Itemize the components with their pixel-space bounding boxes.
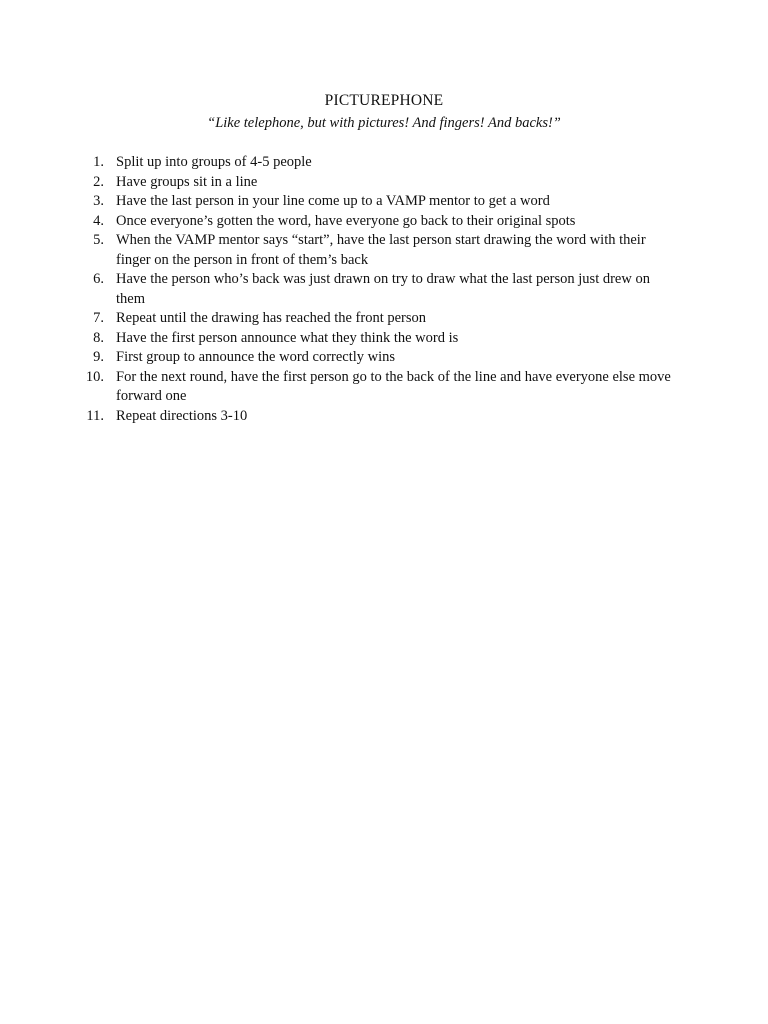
list-item-text: Repeat until the drawing has reached the front person <box>116 310 427 326</box>
list-item-number: 1. <box>93 154 104 170</box>
list-item-number: 9. <box>93 349 104 365</box>
instructions-list <box>0 153 768 426</box>
list-item-text: For the next round, have the first person go to the back of the line and have everyone else move forward one <box>116 368 671 404</box>
document-title: PICTUREPHONE <box>324 92 444 109</box>
list-item-text: Have the person who’s back was just drawn on try to draw what the last person just drew on them <box>116 271 650 307</box>
list-item-text: Have the last person in your line come up to a VAMP mentor to get a word <box>116 193 550 209</box>
list-item-text: When the VAMP mentor says “start”, have the last person start drawing the word with their finger on the person in front of them’s back <box>116 232 646 268</box>
list-item-text: Have the first person announce what they think the word is <box>116 329 459 346</box>
list-item-number: 3. <box>93 193 104 209</box>
list-item <box>0 212 768 232</box>
list-item <box>0 309 768 329</box>
list-item-text: Once everyone’s gotten the word, have everyone go back to their original spots <box>116 212 576 229</box>
list-item-text: Repeat directions 3-10 <box>116 407 248 424</box>
list-item <box>0 173 768 193</box>
list-item-number: 5. <box>93 232 104 248</box>
list-item <box>0 270 768 309</box>
list-item-number: 11. <box>86 407 104 424</box>
document-subtitle: “Like telephone, but with pictures! And fingers! And backs!” <box>207 115 561 131</box>
list-item-text: Have groups sit in a line <box>116 173 258 190</box>
list-item-number: 6. <box>93 271 104 287</box>
list-item-number: 7. <box>93 310 104 326</box>
list-item-number: 2. <box>93 173 104 190</box>
list-item-text: Split up into groups of 4-5 people <box>116 154 312 170</box>
list-item <box>0 153 768 173</box>
list-item-number: 8. <box>93 329 104 346</box>
list-item <box>0 407 768 427</box>
list-item-number: 4. <box>93 212 104 229</box>
list-item <box>0 348 768 368</box>
list-item-text: First group to announce the word correctly wins <box>116 349 396 365</box>
list-item-number: 10. <box>85 368 104 385</box>
list-item <box>0 192 768 212</box>
list-item <box>0 368 768 407</box>
list-item <box>0 231 768 270</box>
list-item <box>0 329 768 349</box>
